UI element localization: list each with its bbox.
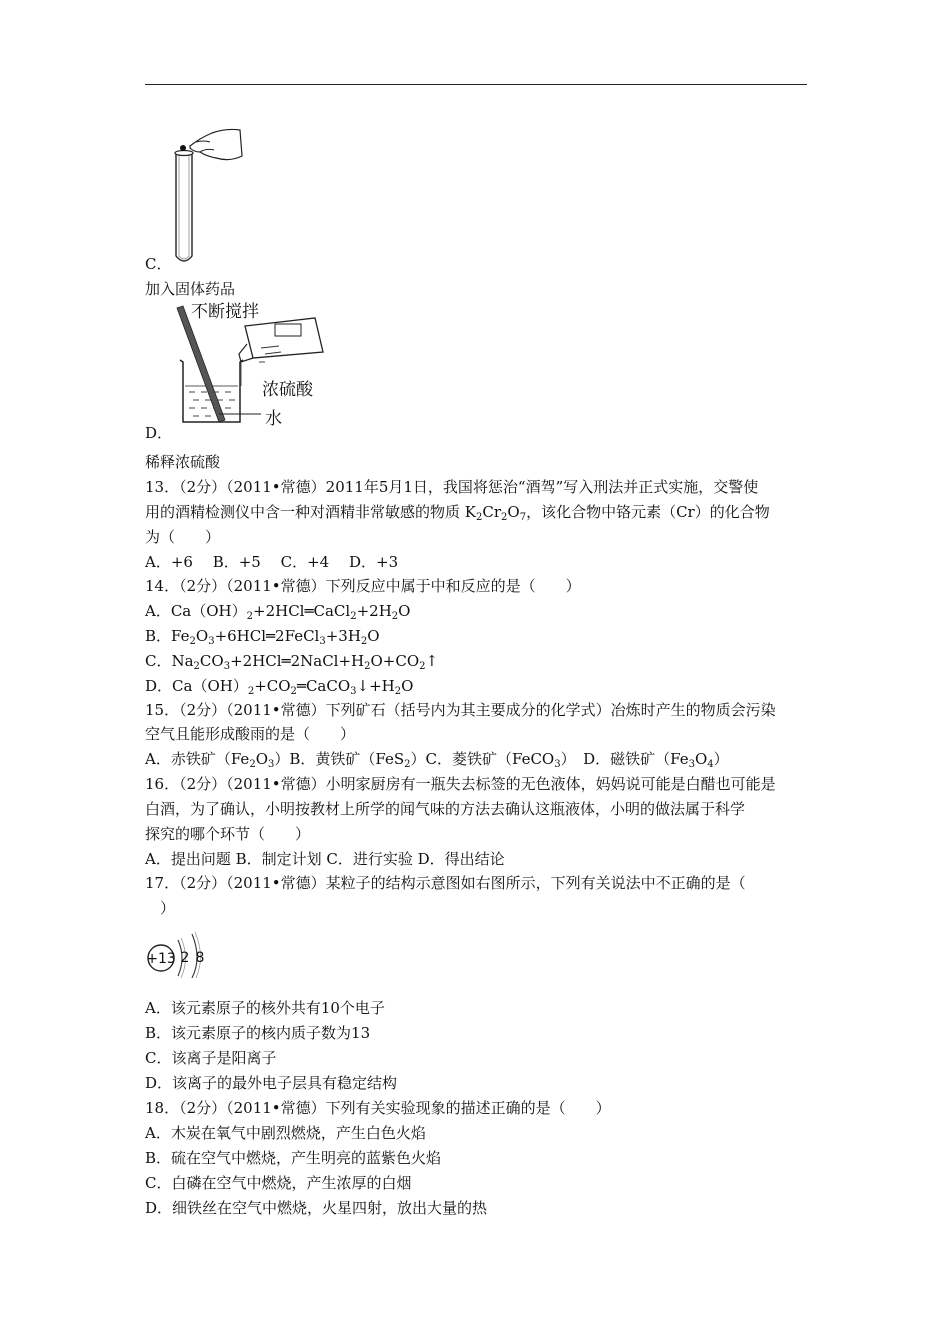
q15-line2: 空气且能形成酸雨的是（ ） <box>145 725 356 743</box>
label-stir: 不断搅拌 <box>191 302 259 322</box>
label-water: 水 <box>265 409 282 429</box>
header-rule <box>145 84 807 85</box>
q18-option-c: C．白磷在空气中燃烧，产生浓厚的白烟 <box>145 1174 412 1192</box>
q18-stem: 18．（2分）（2011•常德）下列有关实验现象的描述正确的是（ ） <box>145 1099 611 1117</box>
q14-stem: 14．（2分）（2011•常德）下列反应中属于中和反应的是（ ） <box>145 577 581 595</box>
q16-line2: 白酒，为了确认，小明按教材上所学的闻气味的方法去确认这瓶液体，小明的做法属于科学 <box>145 800 746 818</box>
q18-option-d: D．细铁丝在空气中燃烧，火星四射，放出大量的热 <box>145 1199 488 1217</box>
figure-d-label: D． <box>145 424 173 442</box>
test-tube-figure <box>160 118 250 268</box>
q14-option-d: D．$Ca(OH)_2+CO_2═CaCO_3↓+H_2O$ <box>145 677 414 697</box>
q16-line1: 16．（2分）（2011•常德）小明家厨房有一瓶失去标签的无色液体，妈妈说可能是白醋也可能是 <box>145 775 776 793</box>
q14-option-a: A．$Ca(OH)_2+2HCl═CaCl_2+2H_2O$ <box>145 602 411 622</box>
q17-option-d: D．该离子的最外电子层具有稳定结构 <box>145 1074 398 1092</box>
q18-option-a: A．木炭在氧气中剧烈燃烧，产生白色火焰 <box>145 1124 426 1142</box>
figure-c-caption: 加入固体药品 <box>145 280 236 298</box>
q16-line3: 探究的哪个环节（ ） <box>145 825 311 843</box>
shell2-count: 8 <box>195 950 205 966</box>
q18-option-b: B．硫在空气中燃烧，产生明亮的蓝紫色火焰 <box>145 1149 442 1167</box>
q17-option-c: C．该离子是阳离子 <box>145 1049 277 1067</box>
q13-line2: 用的酒精检测仪中含一种对酒精非常敏感的物质 $K_2Cr_2O_7$，该化合物中铬元素（Cr）的化合物 <box>145 503 770 523</box>
q15-line1: 15．（2分）（2011•常德）下列矿石（括号内为其主要成分的化学式）冶炼时产生的物质会污染 <box>145 701 776 719</box>
q13-line1: 13．（2分）（2011•常德）2011年5月1日，我国将惩治“酒驾”写入刑法并正式实施，交警使 <box>145 478 759 496</box>
label-acid: 浓硫酸 <box>262 380 313 400</box>
nucleus-label: +13 <box>146 951 176 967</box>
q13-line3: 为（ ） <box>145 528 221 546</box>
figure-c-label: C． <box>145 255 172 273</box>
atom-structure-diagram <box>144 928 224 978</box>
q17-line2: ） <box>145 899 176 917</box>
q14-option-b: B．$Fe_2O_3+6HCl═2FeCl_3+3H_2O$ <box>145 627 380 647</box>
q17-option-a: A．该元素原子的核外共有10个电子 <box>145 999 385 1017</box>
q13-options: A．+6 B．+5 C．+4 D．+3 <box>145 553 399 571</box>
q17-line1: 17．（2分）（2011•常德）某粒子的结构示意图如右图所示，下列有关说法中不正确的是（ <box>145 874 746 892</box>
q14-option-c: C．$Na_2CO_3+2HCl═2NaCl+H_2O+CO_2↑$ <box>145 652 439 672</box>
figure-d-caption: 稀释浓硫酸 <box>145 453 221 471</box>
q16-options: A．提出问题 B．制定计划 C．进行实验 D．得出结论 <box>145 850 505 868</box>
q17-option-b: B．该元素原子的核内质子数为13 <box>145 1024 371 1042</box>
shell1-count: 2 <box>180 950 190 966</box>
q15-options: A．赤铁矿$(Fe_2O_3)B$．黄铁矿（FeS$_2$）C．菱铁矿（FeCO$_3$） D．磁铁矿$(Fe_3O_4)$ <box>145 750 729 770</box>
